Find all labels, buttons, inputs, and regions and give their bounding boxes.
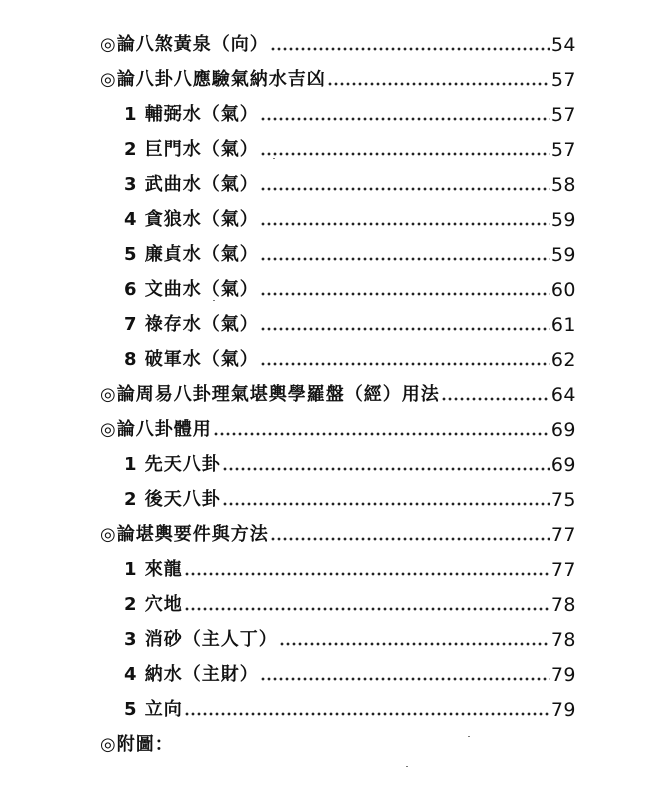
toc-entry-page: 60	[550, 279, 576, 301]
toc-entry-label: ◎論八卦體用	[100, 419, 212, 440]
toc-entry-label: ◎論周易八卦理氣堪輿學羅盤（經）用法	[100, 384, 440, 405]
toc-entry-label: 8 破軍水（氣）	[124, 349, 259, 370]
dot-leader	[279, 629, 550, 651]
toc-entry[interactable]	[124, 131, 576, 161]
toc-entry[interactable]	[124, 656, 576, 686]
dot-leader	[260, 279, 550, 301]
toc-entry[interactable]	[124, 551, 576, 581]
dot-leader	[441, 384, 550, 406]
toc-entry-page: 62	[550, 349, 576, 371]
scan-speck	[213, 300, 215, 301]
toc-entry[interactable]	[124, 236, 576, 266]
dot-leader	[260, 349, 550, 371]
dot-leader	[184, 559, 550, 581]
toc-entry[interactable]	[124, 341, 576, 371]
toc-entry-label: 2 巨門水（氣）	[124, 139, 259, 160]
toc-entry[interactable]	[124, 306, 576, 336]
toc-entry-label: 7 祿存水（氣）	[124, 314, 259, 335]
dot-leader	[327, 69, 550, 91]
dot-leader	[270, 34, 550, 56]
toc-entry-label: 3 武曲水（氣）	[124, 174, 259, 195]
toc-entry-label: 3 消砂（主人丁）	[124, 629, 278, 650]
toc-entry[interactable]	[100, 376, 576, 406]
toc-entry-page: 79	[550, 664, 576, 686]
dot-leader	[270, 524, 550, 546]
dot-leader	[213, 419, 550, 441]
toc-entry[interactable]	[124, 201, 576, 231]
toc-entry-label: 1 先天八卦	[124, 454, 221, 475]
toc-entry-page: 59	[550, 244, 576, 266]
toc-entry-label: 4 貪狼水（氣）	[124, 209, 259, 230]
toc-entry-label: 6 文曲水（氣）	[124, 279, 259, 300]
toc-entry-label: ◎論八卦八應驗氣納水吉凶	[100, 69, 326, 90]
dot-leader	[260, 209, 550, 231]
dot-leader	[184, 594, 550, 616]
toc-entry[interactable]	[124, 446, 576, 476]
toc-entry-page: 58	[550, 174, 576, 196]
toc-entry-label: 4 納水（主財）	[124, 664, 259, 685]
scan-speck	[273, 158, 275, 159]
toc-entry[interactable]	[124, 96, 576, 126]
toc-entry[interactable]	[124, 691, 576, 721]
dot-leader	[184, 699, 550, 721]
toc-entry-page: 79	[550, 699, 576, 721]
dot-leader	[222, 489, 550, 511]
toc-entry-page: 54	[550, 34, 576, 56]
toc-entry[interactable]	[124, 481, 576, 511]
toc-entry-page: 57	[550, 139, 576, 161]
toc-entry-label: 5 立向	[124, 699, 183, 720]
toc-entry-label: 5 廉貞水（氣）	[124, 244, 259, 265]
dot-leader	[260, 139, 550, 161]
toc-entry-label: 2 後天八卦	[124, 489, 221, 510]
scan-speck	[406, 766, 408, 767]
toc-entry[interactable]	[124, 166, 576, 196]
dot-leader	[260, 664, 550, 686]
toc-entry-page: 69	[550, 454, 576, 476]
toc-entry[interactable]	[100, 516, 576, 546]
toc-entry-page: 64	[550, 384, 576, 406]
dot-leader	[260, 244, 550, 266]
dot-leader	[222, 454, 550, 476]
toc-entry-label: 1 來龍	[124, 559, 183, 580]
toc-entry-page: 59	[550, 209, 576, 231]
toc-entry[interactable]	[100, 26, 576, 56]
toc-entry[interactable]	[100, 61, 576, 91]
toc-entry-page: 77	[550, 559, 576, 581]
toc-entry-label: 1 輔弼水（氣）	[124, 104, 259, 125]
dot-leader	[260, 104, 550, 126]
toc-entry-label: 2 穴地	[124, 594, 183, 615]
dot-leader	[260, 314, 550, 336]
toc-entry-page: 61	[550, 314, 576, 336]
dot-leader	[260, 174, 550, 196]
toc-entry[interactable]	[124, 586, 576, 616]
toc-entry-page: 78	[550, 594, 576, 616]
toc-entry-label: ◎論八煞黃泉（向）	[100, 34, 269, 55]
scan-speck	[468, 736, 470, 737]
toc-entry-page: 75	[550, 489, 576, 511]
toc-entry-page: 77	[550, 524, 576, 546]
appendix-label: ◎附圖：	[100, 734, 174, 755]
appendix-heading[interactable]	[100, 726, 174, 756]
toc-entry-page: 78	[550, 629, 576, 651]
toc-entry[interactable]	[124, 271, 576, 301]
toc-entry-page: 57	[550, 69, 576, 91]
toc-entry[interactable]	[124, 621, 576, 651]
toc-entry-page: 57	[550, 104, 576, 126]
toc-entry[interactable]	[100, 411, 576, 441]
toc-entry-label: ◎論堪輿要件與方法	[100, 524, 269, 545]
toc-entry-page: 69	[550, 419, 576, 441]
